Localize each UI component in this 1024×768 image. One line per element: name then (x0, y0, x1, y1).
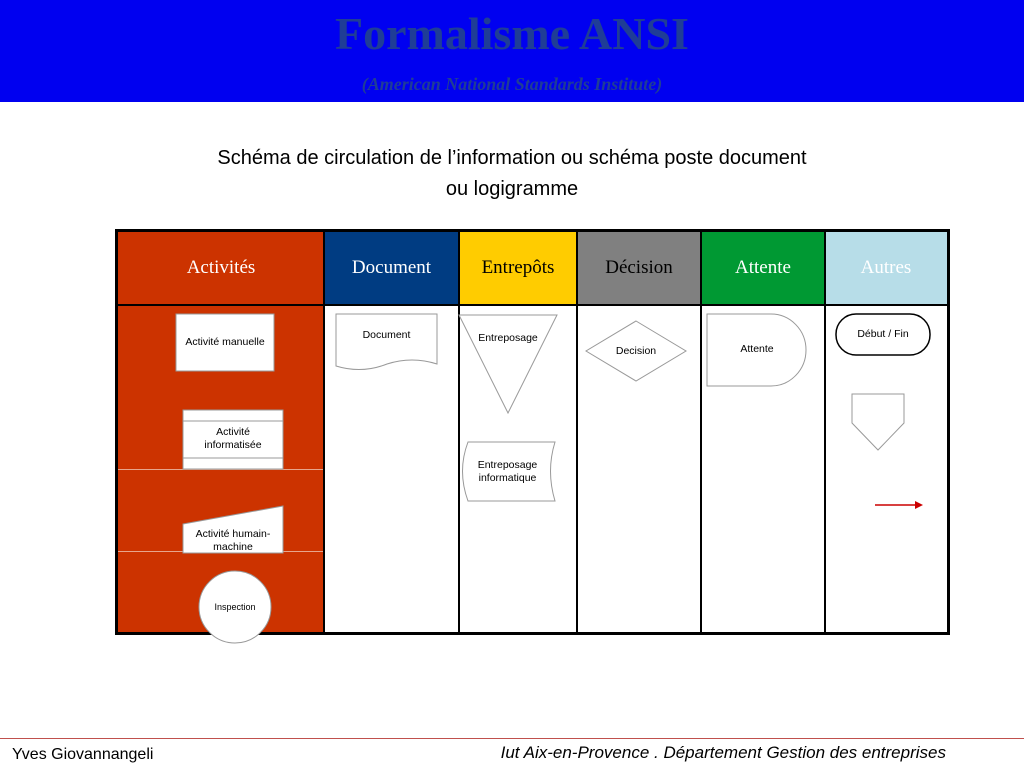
label-activite-humain-machine-line2: machine (213, 541, 253, 553)
label-entreposage: Entreposage (478, 332, 538, 344)
column-header-activites: Activités (118, 232, 324, 306)
column-header-entrepots: Entrepôts (459, 232, 577, 306)
label-activite-informatisee-line2: informatisée (204, 439, 262, 451)
label-entreposage-informatique (460, 459, 555, 485)
label-activite-informatisee-line1: Activité (216, 426, 250, 438)
column-header-decision: Décision (577, 232, 701, 306)
entreposage-symbol (459, 315, 557, 413)
label-activite-humain-machine-line1: Activité humain- (195, 528, 271, 540)
slide-title: Formalisme ANSI (335, 8, 689, 59)
label-document: Document (362, 329, 411, 341)
label-activite-humain-machine (183, 528, 283, 554)
flow-arrow-head (915, 501, 923, 509)
label-inspection: Inspection (214, 602, 256, 612)
heading-line-2: ou logigramme (445, 178, 579, 200)
footer-institution: Iut Aix-en-Provence . Département Gestion des entreprises (500, 743, 946, 762)
label-activite-manuelle: Activité manuelle (185, 336, 265, 348)
label-activite-informatisee (183, 426, 283, 452)
heading-line-1: Schéma de circulation de l’information ou schéma poste document (217, 147, 807, 169)
label-entreposage-informatique-line2: informatique (478, 472, 537, 484)
column-header-autres: Autres (825, 232, 947, 306)
footer-divider (0, 738, 1024, 739)
label-attente: Attente (740, 343, 774, 355)
column-header-document: Document (324, 232, 459, 306)
connector-symbol (852, 394, 904, 450)
footer-author: Yves Giovannangeli (12, 746, 154, 763)
label-entreposage-informatique-line1: Entreposage (477, 459, 538, 471)
label-decision: Decision (615, 345, 657, 357)
column-header-attente: Attente (701, 232, 825, 306)
slide-subtitle: (American National Standards Institute) (361, 74, 663, 94)
label-debut-fin: Début / Fin (857, 328, 909, 340)
